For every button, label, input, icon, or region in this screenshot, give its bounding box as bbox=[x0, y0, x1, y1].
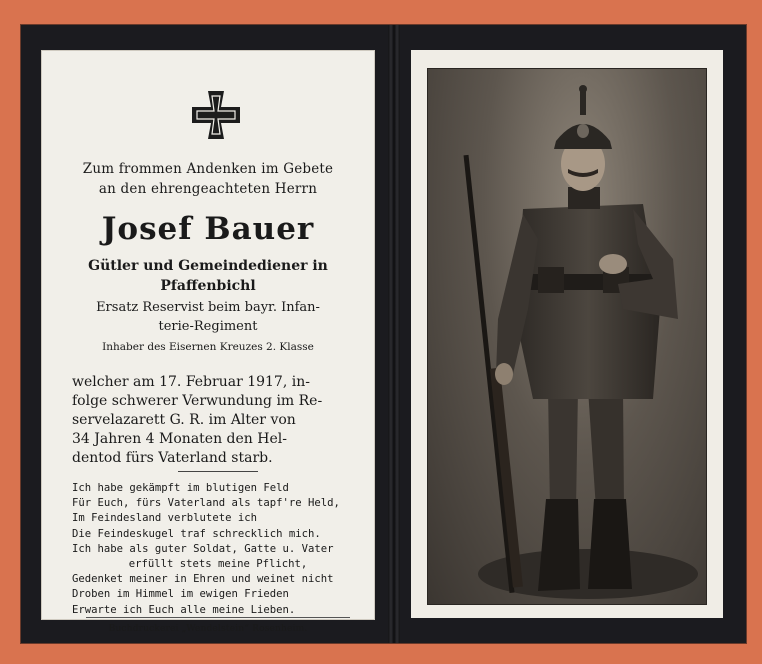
regiment-line-1: Ersatz Reservist beim bayr. Infan- bbox=[96, 300, 320, 315]
poem-line: Ich habe gekämpft im blutigen Feld bbox=[72, 482, 289, 494]
poem-line: Für Euch, fürs Vaterland als tapf're Held, bbox=[72, 497, 340, 510]
deceased-name: Josef Bauer bbox=[101, 211, 315, 247]
printer-credit: Buchdruckerei „Wendelstein“ Rosenheim. bbox=[108, 624, 308, 634]
death-line: dentod fürs Vaterland starb. bbox=[72, 450, 273, 466]
soldier-figure bbox=[428, 69, 706, 604]
intro-line-2: an den ehrengeachteten Herrn bbox=[98, 181, 318, 197]
poem-line: Erwarte ich Euch alle meine Lieben. bbox=[72, 603, 296, 616]
intro-text bbox=[42, 159, 374, 199]
soldier-photo bbox=[427, 68, 707, 605]
poem-line: Ich habe als guter Soldat, Gatte u. Vater bbox=[72, 542, 334, 555]
decoration-text: Inhaber des Eisernen Kreuzes 2. Klasse bbox=[102, 341, 314, 353]
photo-panel bbox=[411, 50, 723, 618]
divider bbox=[178, 471, 258, 472]
divider bbox=[86, 617, 350, 618]
poem-line: Im Feindesland verblutete ich bbox=[72, 512, 257, 525]
occupation-line-1: Gütler und Gemeindediener in bbox=[88, 258, 328, 274]
death-line: 34 Jahren 4 Monaten den Hel- bbox=[72, 431, 287, 447]
intro-line-1: Zum frommen Andenken im Gebete bbox=[82, 161, 334, 177]
memorial-card bbox=[21, 25, 746, 643]
poem-line: Gedenket meiner in Ehren und weinet nicht bbox=[72, 573, 334, 586]
death-line: servelazarett G. R. im Alter von bbox=[72, 412, 296, 428]
death-line: welcher am 17. Februar 1917, in- bbox=[72, 374, 310, 390]
iron-cross-icon bbox=[188, 87, 244, 143]
occupation bbox=[42, 256, 374, 296]
card-fold bbox=[388, 25, 400, 643]
occupation-line-2: Pfaffenbichl bbox=[160, 278, 256, 294]
death-line: folge schwerer Verwundung im Re- bbox=[72, 393, 323, 409]
poem-line: Droben im Himmel im ewigen Frieden bbox=[72, 588, 289, 601]
poem-line: erfüllt stets meine Pflicht, bbox=[128, 558, 308, 571]
regiment bbox=[42, 298, 374, 336]
poem bbox=[72, 481, 364, 618]
death-notice bbox=[72, 373, 364, 468]
poem-line: Die Feindeskugel traf schrecklich mich. bbox=[72, 527, 321, 540]
regiment-line-2: terie-Regiment bbox=[158, 319, 258, 334]
text-panel bbox=[41, 50, 375, 634]
